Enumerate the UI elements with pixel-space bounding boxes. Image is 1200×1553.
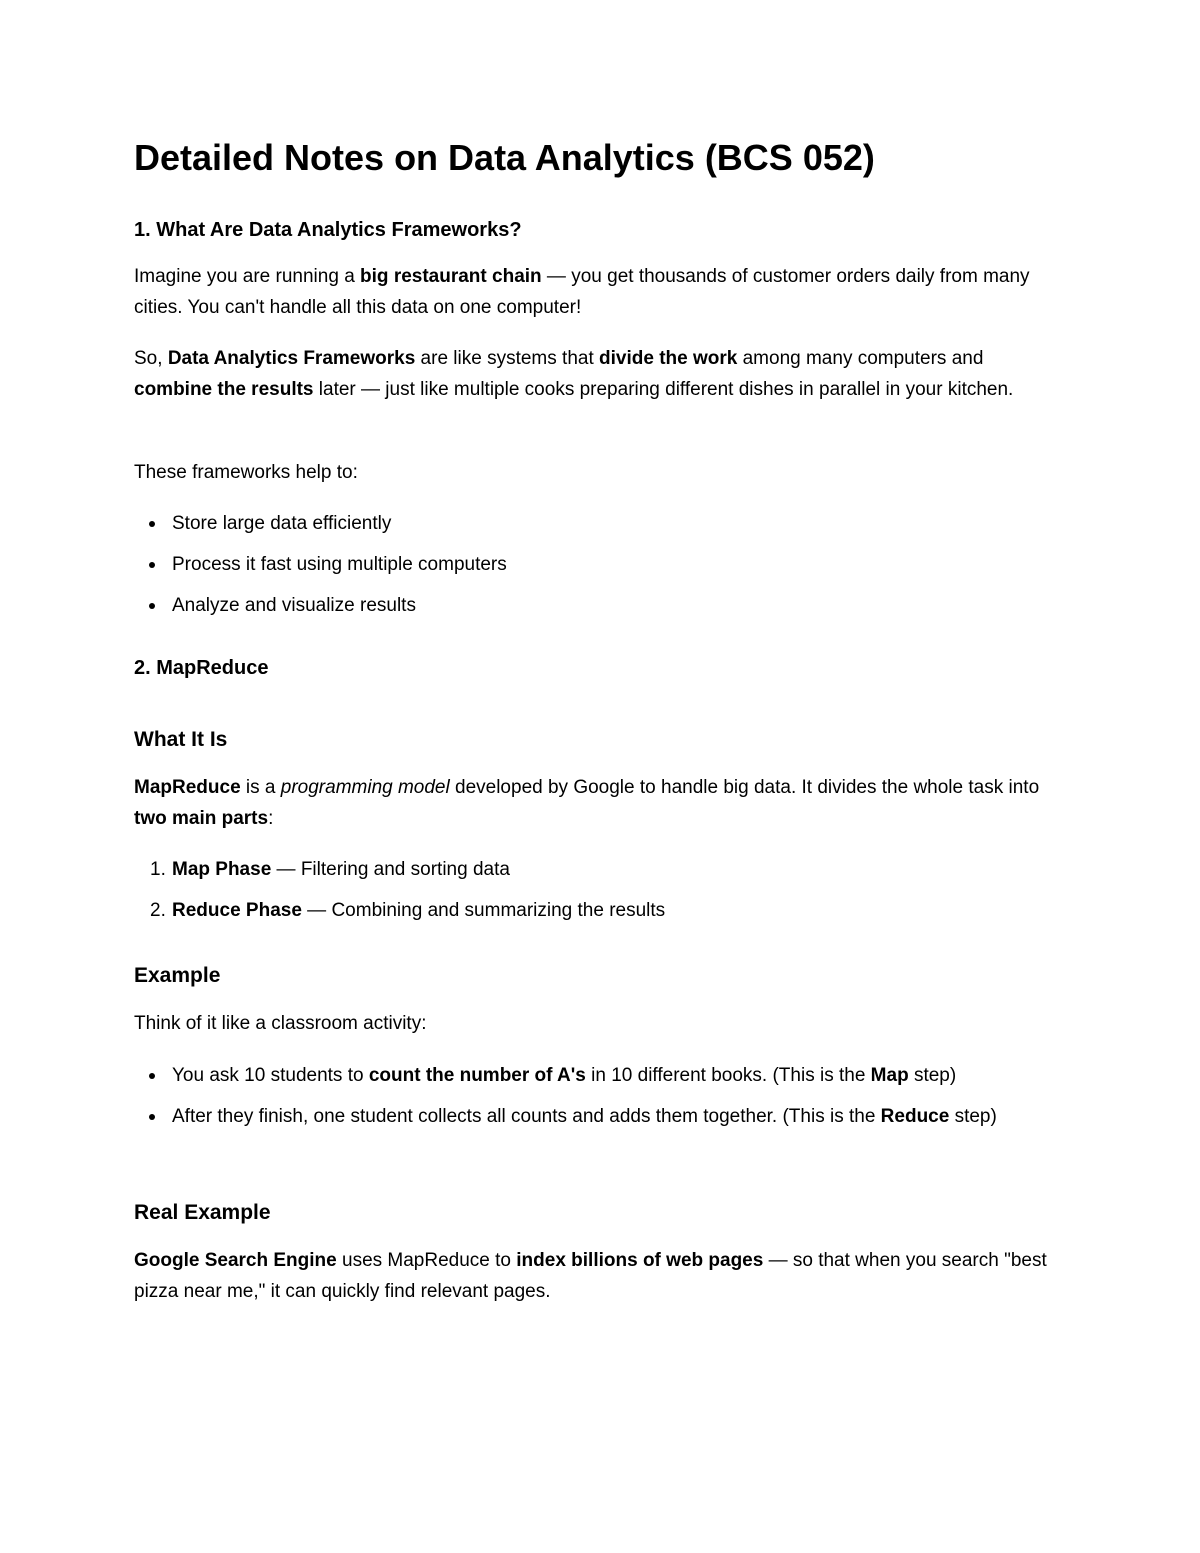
section1-paragraph-2: So, Data Analytics Frameworks are like systems that divide the work among many computers and combine the results later — just like multiple cooks preparing different dishes in parallel in your kitchen. [134, 348, 1014, 400]
list-item: 2. Reduce Phase — Combining and summarizing the results [150, 900, 666, 921]
section2-heading: 2. MapReduce [134, 657, 269, 679]
real-example-heading: Real Example [134, 1201, 271, 1224]
frameworks-bullet-list [134, 508, 1064, 631]
section1-paragraph-3: These frameworks help to: [134, 462, 358, 483]
example-bullet-list [134, 1060, 1064, 1142]
document-title: Detailed Notes on Data Analytics (BCS 052) [134, 137, 875, 178]
bullet-icon [149, 562, 155, 568]
real-example-paragraph: Google Search Engine uses MapReduce to index billions of web pages — so that when you search "best pizza near me," it can quickly find relevant pages. [134, 1250, 1047, 1302]
phases-numbered-list [134, 854, 1064, 936]
what-it-is-heading: What It Is [134, 728, 228, 751]
example-paragraph: Think of it like a classroom activity: [134, 1013, 427, 1034]
bullet-icon [149, 1073, 155, 1079]
bullet-icon [149, 521, 155, 527]
list-item: After they finish, one student collects all counts and adds them together. (This is the Reduce step) [134, 1101, 1064, 1132]
list-item: Process it fast using multiple computers [134, 549, 1064, 580]
section1-paragraph-1: Imagine you are running a big restaurant chain — you get thousands of customer orders daily from many cities. You can't handle all this data on one computer! [134, 266, 1030, 318]
mapreduce-paragraph: MapReduce is a programming model developed by Google to handle big data. It divides the whole task into two main parts: [134, 777, 1040, 829]
list-item: You ask 10 students to count the number of A's in 10 different books. (This is the Map step) [134, 1060, 1064, 1091]
bullet-icon [149, 1114, 155, 1120]
example-heading: Example [134, 964, 221, 987]
list-item: 1. Map Phase — Filtering and sorting data [150, 859, 510, 880]
section1-heading: 1. What Are Data Analytics Frameworks? [134, 219, 522, 241]
list-item: Store large data efficiently [134, 508, 1064, 539]
list-item: Analyze and visualize results [134, 590, 1064, 621]
bullet-icon [149, 603, 155, 609]
